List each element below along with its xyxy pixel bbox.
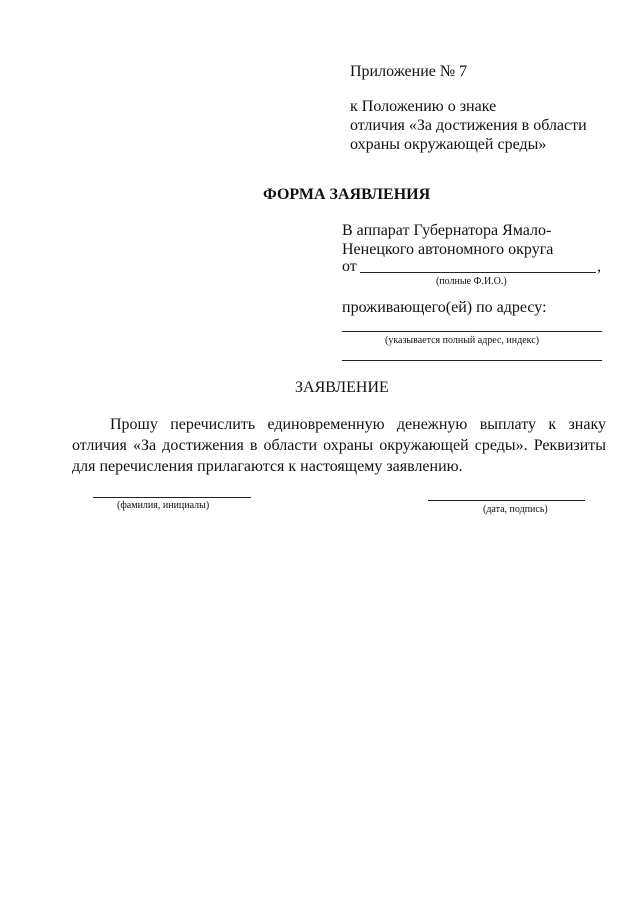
name-hint: (полные Ф.И.О.) <box>436 276 507 287</box>
appendix-ref-line-2: отличия «За достижения в области <box>350 117 587 134</box>
form-title: ФОРМА ЗАЯВЛЕНИЯ <box>263 186 431 203</box>
statement-title: ЗАЯВЛЕНИЕ <box>295 379 389 396</box>
statement-body <box>72 414 606 477</box>
date-signature-input-line[interactable] <box>428 500 585 501</box>
addressee-line-2: Ненецкого автономного округа <box>342 241 554 258</box>
statement-text: Прошу перечислить единовременную денежную выплату к знаку отличия «За достижения в области охраны окружающей среды». Реквизиты для перечисления прилагаются к настоящему заявлению. <box>72 416 606 475</box>
address-label: проживающего(ей) по адресу: <box>342 299 547 316</box>
address-hint: (указывается полный адрес, индекс) <box>385 335 540 346</box>
appendix-ref-line-3: охраны окружающей среды» <box>350 136 547 153</box>
appendix-ref-line-1: к Положению о знаке <box>350 98 497 115</box>
addressee-line-1: В аппарат Губернатора Ямало- <box>342 222 552 239</box>
from-label: от <box>342 258 357 275</box>
from-comma: , <box>597 258 601 275</box>
surname-input-line[interactable] <box>93 497 251 498</box>
appendix-title: Приложение № 7 <box>350 63 468 80</box>
surname-hint: (фамилия, инициалы) <box>117 500 210 511</box>
date-signature-hint: (дата, подпись) <box>483 504 548 515</box>
name-input-line[interactable] <box>360 272 596 273</box>
address-input-line-1[interactable] <box>342 331 602 332</box>
address-input-line-2[interactable] <box>342 360 602 361</box>
